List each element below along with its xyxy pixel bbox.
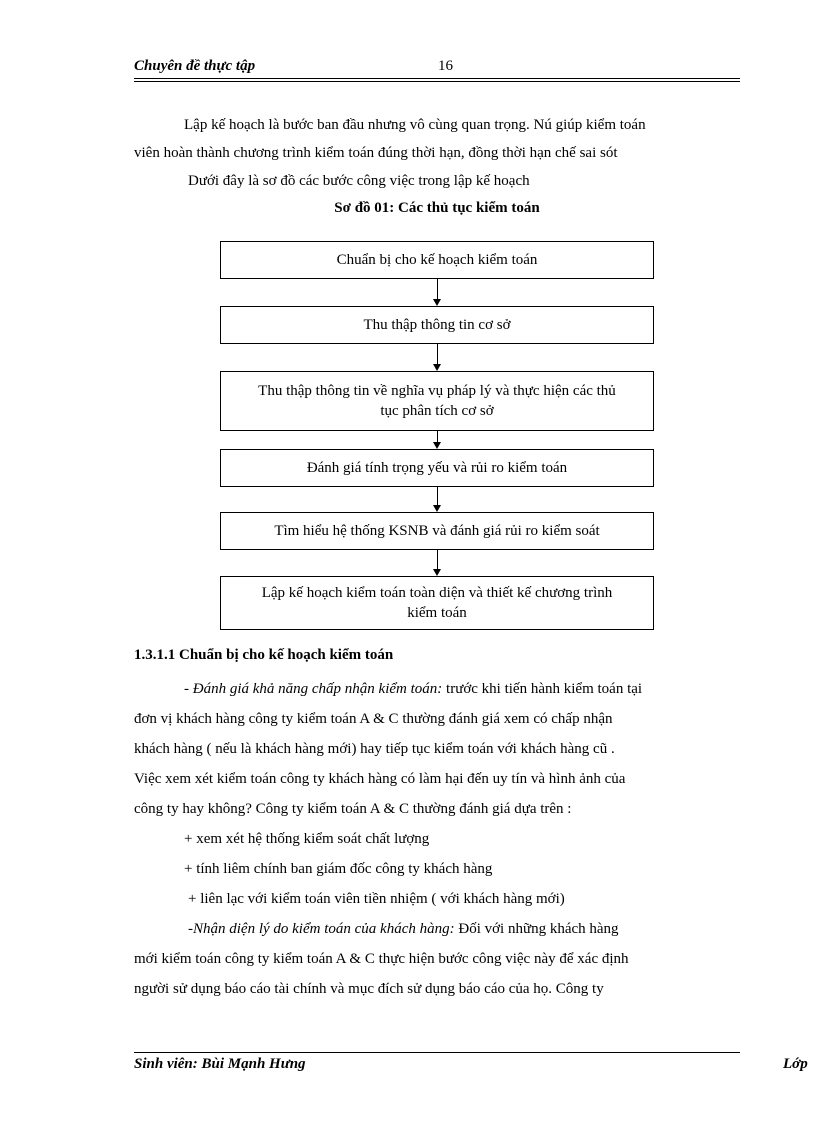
section-para-1-line-1 bbox=[184, 674, 642, 704]
arrow-down-icon bbox=[433, 299, 441, 306]
section-para-1-line-2: đơn vị khách hàng công ty kiểm toán A & C thường đánh giá xem có chấp nhận bbox=[134, 711, 613, 727]
flow-connector-2 bbox=[437, 344, 438, 364]
arrow-down-icon bbox=[433, 505, 441, 512]
flow-step-5: Tìm hiểu hệ thống KSNB và đánh giá rủi ro kiểm soát bbox=[220, 512, 654, 550]
intro-line-2: viên hoàn thành chương trình kiểm toán đúng thời hạn, đồng thời hạn chế sai sót bbox=[134, 145, 618, 161]
flow-connector-3 bbox=[437, 431, 438, 442]
section-para-2-line-1-rest: Đối với những khách hàng bbox=[454, 921, 619, 937]
footer-class: Lớp bbox=[783, 1056, 808, 1072]
page-number: 16 bbox=[438, 58, 453, 74]
flow-step-2: Thu thập thông tin cơ sở bbox=[220, 306, 654, 344]
flow-step-1: Chuẩn bị cho kế hoạch kiểm toán bbox=[220, 241, 654, 279]
flow-connector-5 bbox=[437, 550, 438, 569]
section-para-2-line-2: mới kiểm toán công ty kiểm toán A & C thực hiện bước công việc này để xác định bbox=[134, 951, 629, 967]
diagram-caption: Sơ đồ 01: Các thủ tục kiểm toán bbox=[334, 200, 540, 216]
bullet-1: + xem xét hệ thống kiểm soát chất lượng bbox=[184, 831, 430, 847]
section-para-2-lead: -Nhận diện lý do kiểm toán của khách hàng: bbox=[188, 921, 455, 937]
flow-connector-1 bbox=[437, 279, 438, 299]
section-para-1-lead: - Đánh giá khả năng chấp nhận kiểm toán: bbox=[184, 681, 443, 697]
header-rule-bottom bbox=[134, 81, 740, 82]
section-para-2-line-1 bbox=[188, 914, 619, 944]
section-para-1-line-4: Việc xem xét kiểm toán công ty khách hàng có làm hại đến uy tín và hình ảnh của bbox=[134, 771, 626, 787]
section-para-1-line-1-rest: trước khi tiến hành kiểm toán tại bbox=[442, 681, 643, 697]
bullet-2: + tính liêm chính ban giám đốc công ty khách hàng bbox=[184, 861, 493, 877]
section-title: 1.3.1.1 Chuẩn bị cho kế hoạch kiểm toán bbox=[134, 647, 394, 663]
flow-connector-4 bbox=[437, 487, 438, 505]
footer-rule bbox=[134, 1052, 740, 1053]
flow-step-3: Thu thập thông tin về nghĩa vụ pháp lý và thực hiện các thủ tục phân tích cơ sở bbox=[220, 371, 654, 431]
section-para-1-line-5: công ty hay không? Công ty kiểm toán A & C thường đánh giá dựa trên : bbox=[134, 801, 572, 817]
flow-step-4: Đánh giá tính trọng yếu và rủi ro kiểm toán bbox=[220, 449, 654, 487]
intro-line-1: Lập kế hoạch là bước ban đầu nhưng vô cùng quan trọng. Nú giúp kiểm toán bbox=[184, 117, 646, 133]
header-rule-top bbox=[134, 78, 740, 79]
header-title: Chuyên đề thực tập bbox=[134, 58, 256, 74]
section-para-1-line-3: khách hàng ( nếu là khách hàng mới) hay tiếp tục kiểm toán với khách hàng cũ . bbox=[134, 741, 615, 757]
arrow-down-icon bbox=[433, 442, 441, 449]
section-para-2-line-3: người sử dụng báo cáo tài chính và mục đích sử dụng báo cáo của họ. Công ty bbox=[134, 981, 604, 997]
arrow-down-icon bbox=[433, 364, 441, 371]
flow-step-6: Lập kế hoạch kiểm toán toàn diện và thiết kế chương trình kiểm toán bbox=[220, 576, 654, 630]
bullet-3: + liên lạc với kiểm toán viên tiền nhiệm ( với khách hàng mới) bbox=[188, 891, 565, 907]
intro-diagram-lead: Dưới đây là sơ đồ các bước công việc trong lập kế hoạch bbox=[188, 173, 530, 189]
footer-student: Sinh viên: Bùi Mạnh Hưng bbox=[134, 1056, 306, 1072]
arrow-down-icon bbox=[433, 569, 441, 576]
